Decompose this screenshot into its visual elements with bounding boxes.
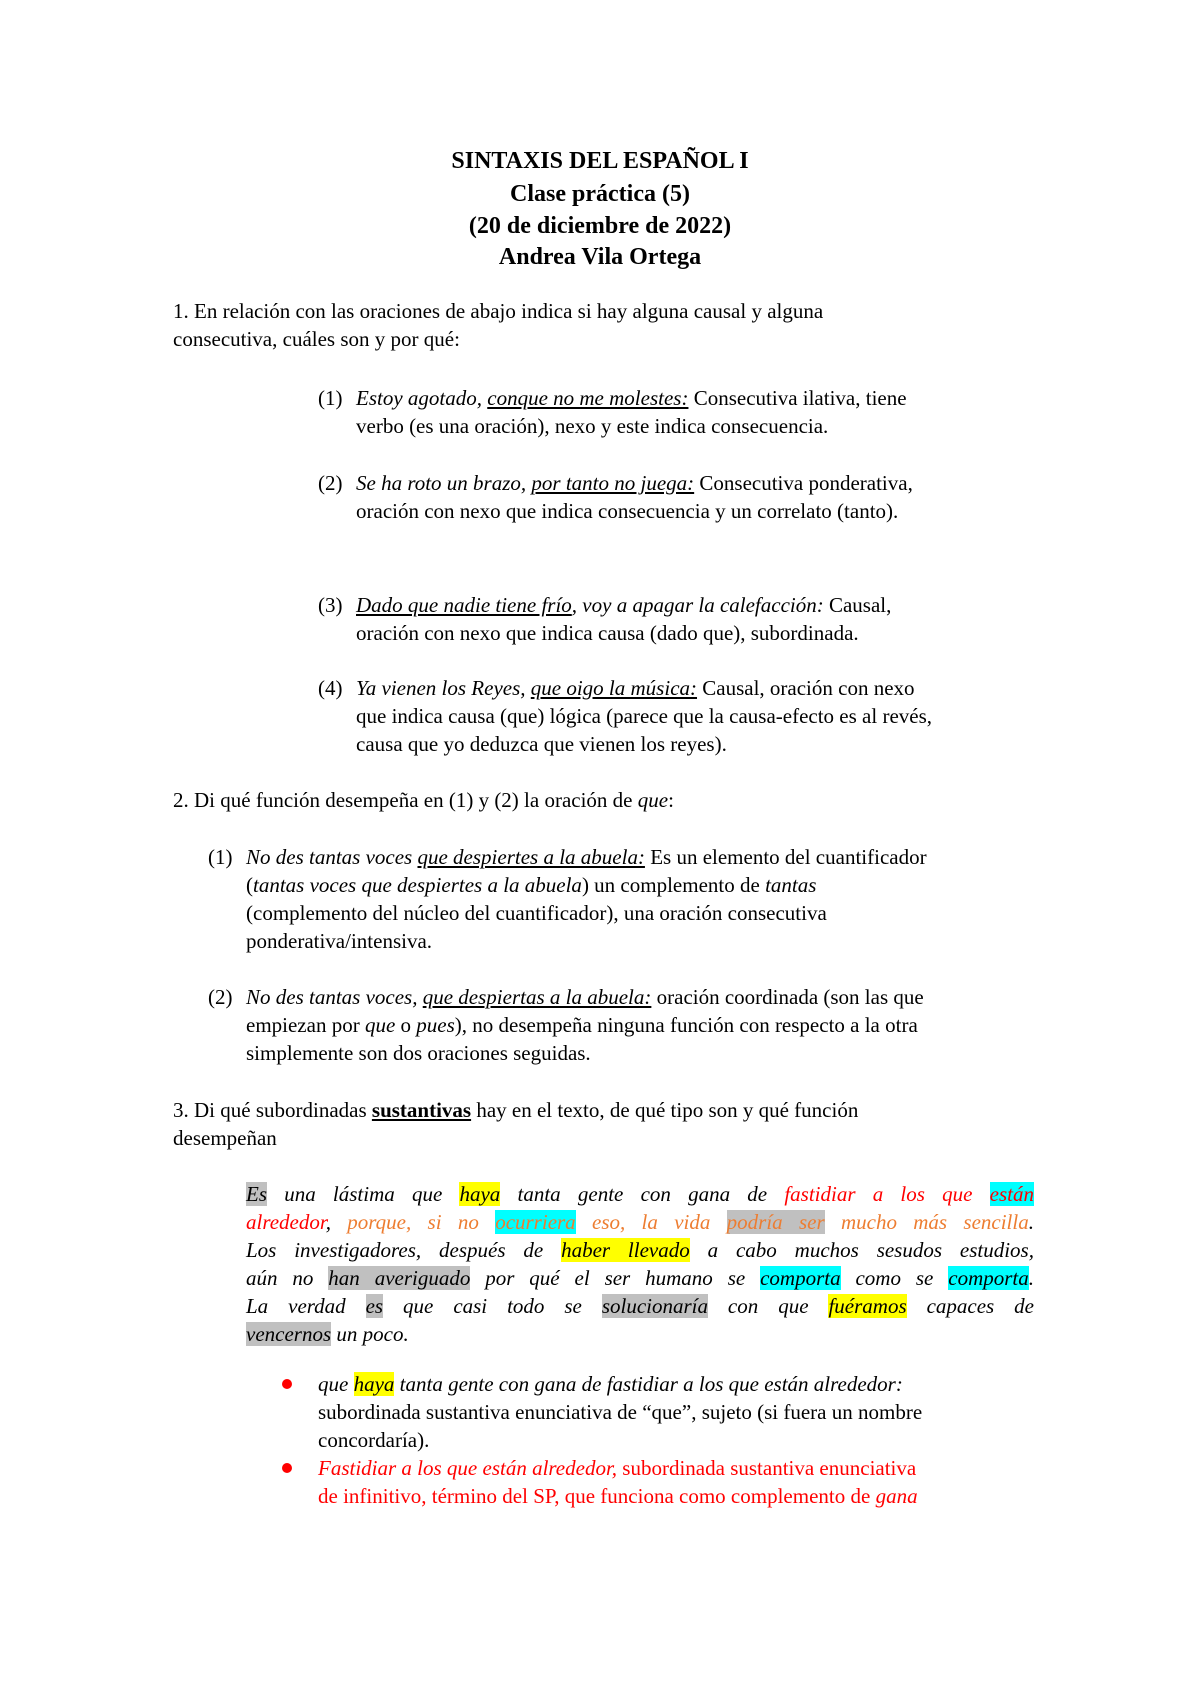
example-underlined: conque no me molestes:	[487, 386, 689, 410]
answer-italic: tantas	[765, 873, 817, 897]
answer-text: ) un complemento de	[581, 873, 766, 897]
text-fragment: eso, la vida	[575, 1210, 727, 1234]
text-fragment: están	[989, 1182, 1034, 1206]
prompt-colon: :	[668, 788, 674, 812]
date-title: (20 de diciembre de 2022)	[468, 213, 732, 239]
q1-item-2	[318, 469, 1038, 525]
bullet-text: tanta gente con gana de fastidiar a los que están alrededor:	[394, 1372, 903, 1396]
text-fragment: a cabo muchos sesudos estudios,	[689, 1238, 1034, 1262]
item-number: (4)	[318, 676, 343, 700]
text-fragment: haya	[459, 1182, 501, 1206]
text-fragment: ,	[325, 1210, 331, 1234]
q2-item-1	[208, 843, 1048, 955]
q2-item-2	[208, 983, 1048, 1067]
answer-text: que indica causa (que) lógica (parece que la causa-efecto es al revés,	[356, 704, 933, 728]
text-fragment: .	[403, 1322, 409, 1346]
text-fragment: aún no	[246, 1266, 329, 1290]
answer-text: empiezan por	[246, 1013, 365, 1037]
example-text: No des tantas voces,	[246, 985, 423, 1009]
question-3-prompt	[173, 1096, 1073, 1152]
example-text: Estoy agotado,	[356, 386, 488, 410]
example-text: Se ha roto un brazo,	[356, 471, 532, 495]
text-fragment: una lástima que	[267, 1182, 460, 1206]
bullet-text: Fastidiar a los que están alrededor,	[318, 1456, 618, 1480]
bullet-text: que	[318, 1372, 354, 1396]
text-fragment: capaces de	[906, 1294, 1034, 1318]
bullet-item-2	[318, 1454, 1058, 1510]
text-fragment: podría ser	[726, 1210, 825, 1234]
text-fragment: por qué el ser humano se	[470, 1266, 761, 1290]
answer-text: (	[246, 873, 253, 897]
text-fragment: tanta gente con gana de	[500, 1182, 785, 1206]
example-text: Ya vienen los Reyes,	[356, 676, 531, 700]
item-number: (1)	[318, 386, 343, 410]
answer-text: Causal, oración con nexo	[697, 676, 915, 700]
example-underlined: que despiertas a la abuela:	[422, 985, 652, 1009]
text-fragment: comporta	[760, 1266, 841, 1290]
question-1-prompt	[173, 297, 1073, 353]
course-title: SINTAXIS DEL ESPAÑOL I	[451, 148, 749, 174]
bullet-text: subordinada sustantiva enunciativa	[617, 1456, 917, 1480]
q1-item-1	[318, 384, 1038, 440]
answer-text: oración con nexo que indica causa (dado que), subordinada.	[356, 621, 859, 645]
prompt-text: 2. Di qué función desempeña en (1) y (2) la oración de	[173, 788, 638, 812]
q1-item-3	[318, 591, 1038, 647]
text-fragment: ocurriera	[495, 1210, 576, 1234]
item-number: (2)	[208, 985, 233, 1009]
answer-text: o	[395, 1013, 417, 1037]
question-2-prompt	[173, 786, 1073, 814]
text-fragment: .	[1028, 1266, 1034, 1290]
author-name: Andrea Vila Ortega	[498, 244, 702, 270]
bullet-text: haya	[353, 1372, 395, 1396]
item-number: (2)	[318, 471, 343, 495]
bullet-text: de infinitivo, término del SP, que funciona como complemento de	[318, 1484, 876, 1508]
text-fragment: con que	[707, 1294, 829, 1318]
text-fragment: fuéramos	[828, 1294, 907, 1318]
answer-text: (complemento del núcleo del cuantificador), una oración consecutiva	[246, 901, 827, 925]
prompt-text: 3. Di qué subordinadas	[173, 1098, 372, 1122]
text-fragment: La verdad	[246, 1294, 366, 1318]
q1-item-4	[318, 674, 1038, 758]
answer-text: oración con nexo que indica consecuencia y un correlato (tanto).	[356, 499, 899, 523]
answer-text: Es un elemento del cuantificador	[644, 845, 927, 869]
text-fragment: es	[365, 1294, 384, 1318]
text-fragment: haber llevado	[561, 1238, 690, 1262]
example-text: , voy a apagar la calefacción:	[571, 593, 824, 617]
text-fragment: que casi todo se	[383, 1294, 602, 1318]
example-underlined: que oigo la música:	[530, 676, 698, 700]
prompt-text: desempeñan	[173, 1126, 277, 1150]
text-fragment: alrededor	[246, 1210, 326, 1234]
answer-text: ), no desempeña ninguna función con respecto a la otra	[454, 1013, 918, 1037]
example-underlined: por tanto no juega:	[531, 471, 695, 495]
answer-italic: que	[364, 1013, 396, 1037]
text-fragment: Los investigadores, después de	[246, 1238, 562, 1262]
bullet-item-1	[318, 1370, 1058, 1454]
text-fragment: .	[1028, 1210, 1034, 1234]
question-1-line-2: consecutiva, cuáles son y por qué:	[173, 327, 460, 351]
class-title: Clase práctica (5)	[510, 181, 690, 207]
example-underlined: Dado que nadie tiene frío	[356, 593, 572, 617]
bullet-icon	[282, 1463, 292, 1473]
text-fragment: porque, si no	[330, 1210, 496, 1234]
text-fragment: fastidiar a los que	[784, 1182, 990, 1206]
text-fragment: mucho más sencilla	[824, 1210, 1029, 1234]
text-fragment: un poco	[331, 1322, 404, 1346]
prompt-text: hay en el texto, de qué tipo son y qué función	[471, 1098, 859, 1122]
item-number: (1)	[208, 845, 233, 869]
text-fragment: comporta	[948, 1266, 1029, 1290]
analysis-text-block	[246, 1180, 1034, 1348]
answer-text: verbo (es una oración), nexo y este indica consecuencia.	[356, 414, 829, 438]
prompt-italic: que	[637, 788, 669, 812]
text-fragment: Es	[246, 1182, 267, 1206]
text-fragment: como se	[840, 1266, 949, 1290]
bullet-text: gana	[875, 1484, 918, 1508]
example-text: No des tantas voces	[246, 845, 418, 869]
text-fragment: vencernos	[246, 1322, 332, 1346]
bullet-icon	[282, 1379, 292, 1389]
answer-italic: pues	[416, 1013, 455, 1037]
answer-text: oración coordinada (son las que	[651, 985, 924, 1009]
question-1-line-1: 1. En relación con las oraciones de abajo indica si hay alguna causal y alguna	[173, 299, 824, 323]
item-number: (3)	[318, 593, 343, 617]
answer-text: simplemente son dos oraciones seguidas.	[246, 1041, 591, 1065]
text-fragment: han averiguado	[328, 1266, 471, 1290]
prompt-bold: sustantivas	[371, 1098, 472, 1122]
answer-italic: tantas voces que despiertes a la abuela	[253, 873, 582, 897]
answer-text: ponderativa/intensiva.	[246, 929, 433, 953]
answer-text: causa que yo deduzca que vienen los reyes).	[356, 732, 727, 756]
text-fragment: solucionaría	[601, 1294, 708, 1318]
answer-text: Consecutiva ilativa, tiene	[688, 386, 907, 410]
example-underlined: que despiertes a la abuela:	[417, 845, 645, 869]
bullet-text: concordaría).	[318, 1428, 430, 1452]
bullet-text: subordinada sustantiva enunciativa de “que”, sujeto (si fuera un nombre	[318, 1400, 923, 1424]
answer-text: Causal,	[823, 593, 892, 617]
answer-text: Consecutiva ponderativa,	[694, 471, 913, 495]
